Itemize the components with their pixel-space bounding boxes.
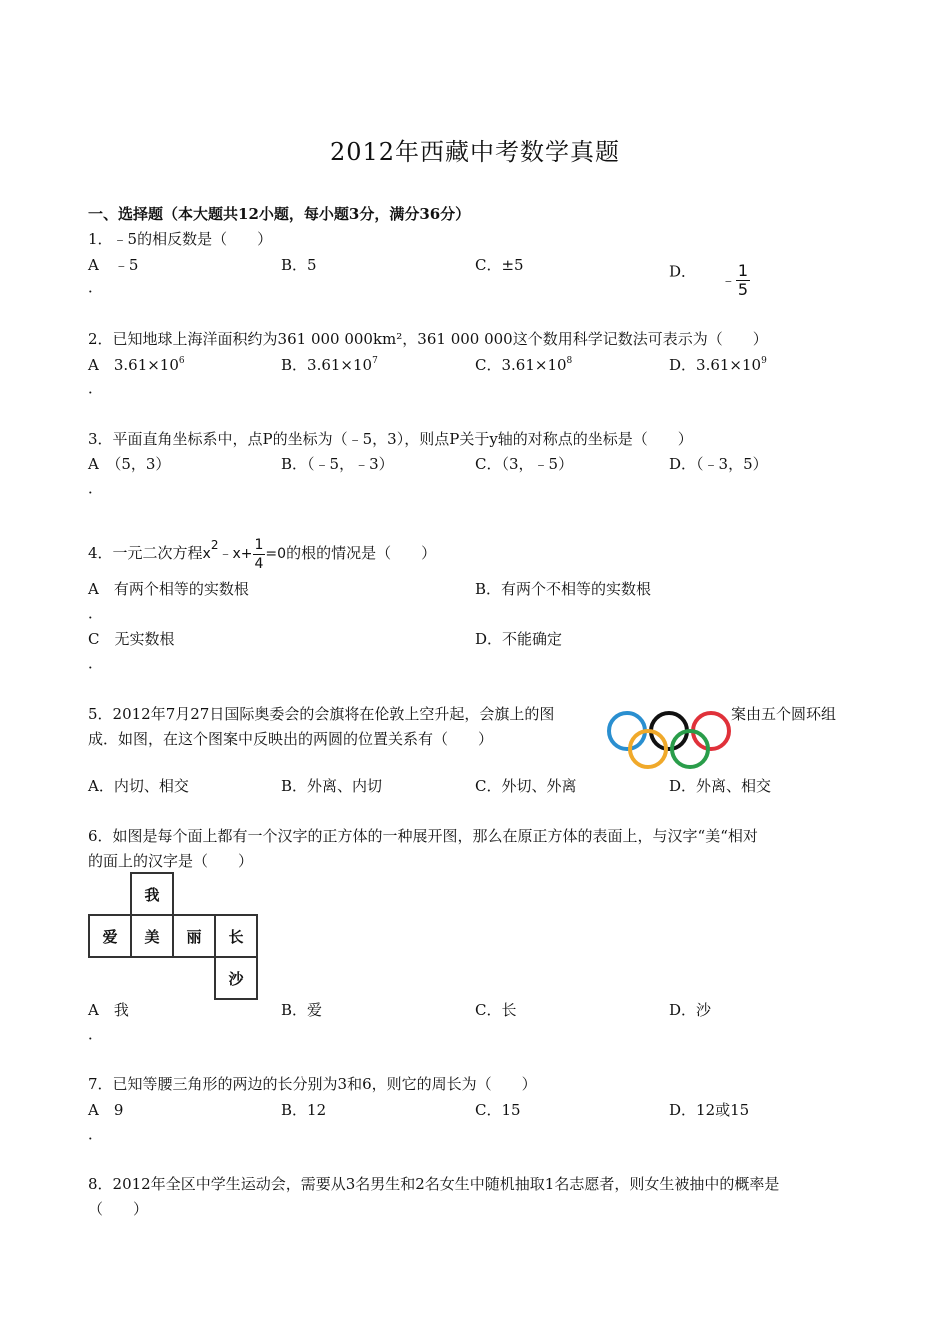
q3-option-d: D．（﹣3，5） bbox=[669, 455, 768, 473]
q5-option-b: B．外离、内切 bbox=[281, 777, 383, 795]
q1-d-numerator: 1 bbox=[737, 261, 749, 280]
q5-stem-line1a: 5．2012年7月27日国际奥委会的会旗将在伦敦上空升起，会旗上的图 bbox=[88, 705, 555, 723]
q4-eq-exp: 2 bbox=[210, 538, 219, 552]
q4-eq-x: x bbox=[202, 546, 211, 562]
q7-option-b: B．12 bbox=[281, 1101, 327, 1119]
q6-option-c: C．长 bbox=[475, 1001, 517, 1019]
page-title: 2012年西藏中考数学真题 bbox=[329, 138, 621, 166]
q2-stem: 2．已知地球上海洋面积约为361 000 000km²，361 000 000这个数用科学记数法可表示为（ ） bbox=[88, 330, 768, 348]
q7-option-c: C．15 bbox=[475, 1101, 521, 1119]
q4-eq-num: 1 bbox=[254, 536, 264, 553]
q4-eq-den: 4 bbox=[254, 555, 264, 572]
q7-dot: ． bbox=[88, 1125, 104, 1143]
q1-option-b: B．5 bbox=[281, 256, 317, 274]
q5-option-a: A．内切、相交 bbox=[88, 777, 189, 795]
section-heading: 一、选择题（本大题共12小题，每小题3分，满分36分） bbox=[88, 205, 471, 223]
net-face-2: 美 bbox=[131, 915, 173, 957]
q2-b-base: B．3.61×10 bbox=[281, 356, 373, 374]
net-face-3: 丽 bbox=[173, 915, 215, 957]
net-face-top: 我 bbox=[131, 873, 173, 915]
q2-a-exp: 6 bbox=[178, 356, 185, 366]
q4-option-a: A 有两个相等的实数根 bbox=[88, 580, 249, 598]
q1-option-d bbox=[669, 254, 749, 299]
net-face-1: 爱 bbox=[89, 915, 131, 957]
q6-stem-line1: 6．如图是每个面上都有一个汉字的正方体的一种展开图，那么在原正方体的表面上，与汉字“美“相对 bbox=[88, 827, 758, 845]
q2-c-exp: 8 bbox=[566, 356, 573, 366]
q6-option-d: D．沙 bbox=[669, 1001, 712, 1019]
q4-option-c: C 无实数根 bbox=[88, 630, 175, 648]
q1-d-sign: ﹣ bbox=[720, 270, 736, 289]
q1-option-a: A ﹣5 bbox=[88, 256, 139, 274]
cube-net-figure bbox=[88, 872, 258, 1000]
q3-option-b: B．（﹣5，﹣3） bbox=[281, 455, 394, 473]
q6-option-a: A 我 bbox=[88, 1001, 129, 1019]
q4-option-d: D．不能确定 bbox=[475, 630, 563, 648]
q3-option-a: A （5，3） bbox=[88, 455, 171, 473]
q4-stem-post: 的根的情况是（ ） bbox=[286, 544, 437, 562]
q2-b-exp: 7 bbox=[372, 356, 378, 366]
q7-option-a: A 9 bbox=[88, 1101, 124, 1119]
q7-stem: 7．已知等腰三角形的两边的长分别为3和6，则它的周长为（ ） bbox=[88, 1075, 537, 1093]
q2-option-b bbox=[281, 354, 378, 375]
q4-dot-a: ． bbox=[88, 604, 104, 622]
q2-c-base: C．3.61×10 bbox=[475, 356, 567, 374]
q1-option-c: C．±5 bbox=[475, 256, 524, 274]
q4-option-b: B．有两个不相等的实数根 bbox=[475, 580, 652, 598]
q4-dot-c: ． bbox=[88, 654, 104, 672]
q4-stem-pre: 4．一元二次方程 bbox=[88, 544, 203, 562]
q4-eq-mid: ﹣x+ bbox=[218, 546, 253, 562]
q7-option-d: D．12或15 bbox=[669, 1101, 750, 1119]
q2-a-base: A 3.61×10 bbox=[88, 356, 179, 374]
q5-stem-line1b: 案由五个圆环组 bbox=[731, 705, 837, 723]
q5-stem-line2: 成．如图，在这个图案中反映出的两圆的位置关系有（ ） bbox=[88, 730, 494, 748]
net-face-bottom: 沙 bbox=[215, 957, 257, 999]
q2-dot: ． bbox=[88, 379, 104, 397]
q1-d-denominator: 5 bbox=[737, 280, 749, 299]
q6-option-b: B．爱 bbox=[281, 1001, 323, 1019]
q1-dot: ． bbox=[88, 278, 104, 296]
q2-option-a bbox=[88, 354, 185, 375]
q3-option-c: C．（3，﹣5） bbox=[475, 455, 574, 473]
q2-option-c bbox=[475, 354, 572, 375]
q6-dot: ． bbox=[88, 1025, 104, 1043]
q5-option-d: D．外离、相交 bbox=[669, 777, 772, 795]
q4-eq-end: =0 bbox=[265, 546, 287, 562]
q3-stem: 3．平面直角坐标系中，点P的坐标为（﹣5，3），则点P关于y轴的对称点的坐标是（ ） bbox=[88, 430, 693, 448]
q8-stem-line1: 8．2012年全区中学生运动会，需要从3名男生和2名女生中随机抽取1名志愿者，则女生被抽中的概率是 bbox=[88, 1175, 780, 1193]
q4-stem bbox=[88, 528, 436, 573]
q3-dot: ． bbox=[88, 479, 104, 497]
q8-stem-line2: （ ） bbox=[88, 1200, 149, 1218]
q2-option-d bbox=[669, 354, 767, 375]
q2-d-base: D．3.61×10 bbox=[669, 356, 762, 374]
q6-stem-line2: 的面上的汉字是（ ） bbox=[88, 852, 254, 870]
q5-option-c: C．外切、外离 bbox=[475, 777, 577, 795]
olympic-rings-figure bbox=[605, 705, 737, 773]
q1-d-label: D． bbox=[669, 262, 697, 281]
q2-d-exp: 9 bbox=[761, 356, 767, 366]
net-face-4: 长 bbox=[215, 915, 257, 957]
q1-stem: 1．﹣5的相反数是（ ） bbox=[88, 230, 273, 248]
